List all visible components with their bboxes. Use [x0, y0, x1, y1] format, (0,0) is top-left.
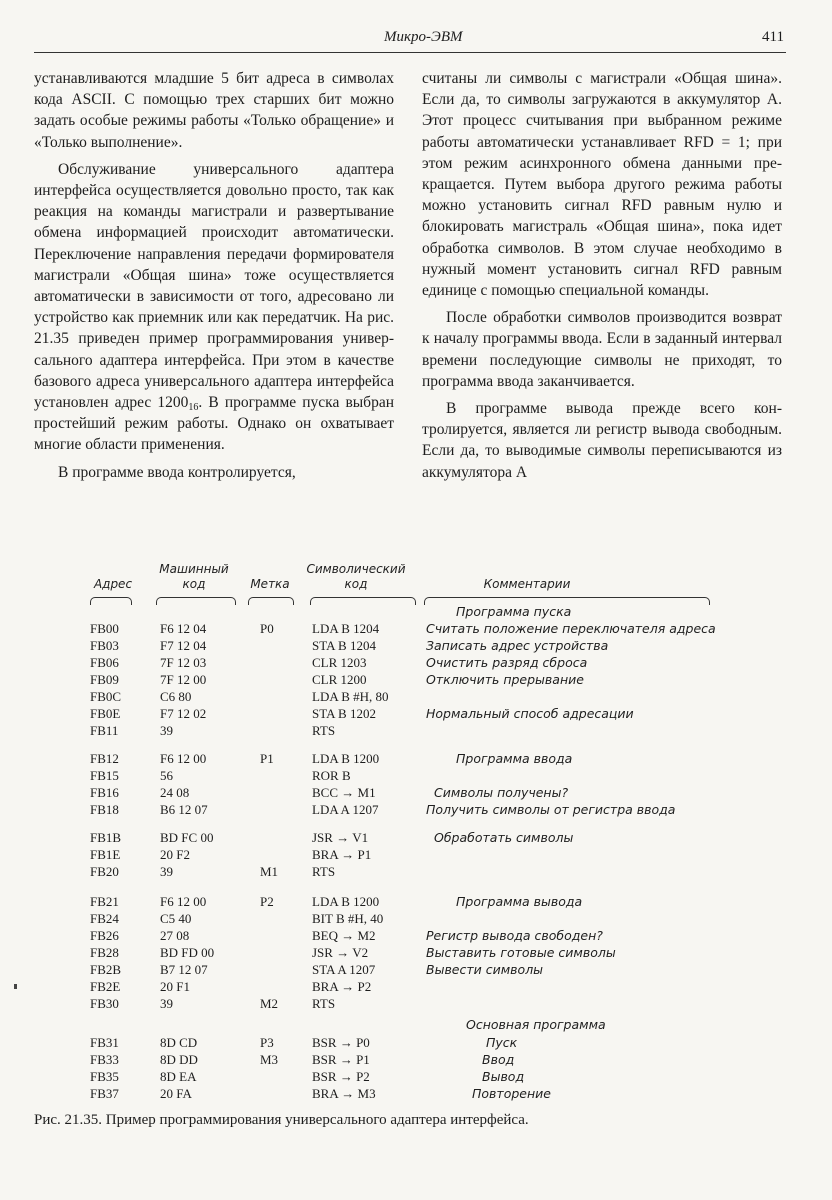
left-paragraph-1: устанавливаются младшие 5 бит адреса в символах кода ASCII. С помощью трех старших бит можно задать особые режимы работы «Только обращение» и «Только выполнение». [34, 70, 394, 151]
listing-row [90, 1085, 790, 1102]
running-title: Микро-ЭВМ [384, 29, 463, 45]
listing-row [90, 654, 790, 671]
page-number: 411 [762, 29, 784, 45]
row-machine-code: 8D EA [160, 1069, 197, 1084]
left-paragraph-3: В программе ввода контролируется, [58, 463, 296, 481]
row-machine-code: C6 80 [160, 689, 192, 704]
row-address: FB30 [90, 996, 119, 1011]
row-symbolic-code: LDA B 1200 [312, 751, 380, 766]
row-address: FB33 [90, 1052, 119, 1067]
row-address: FB2E [90, 979, 121, 994]
row-comment: Вывести символы [426, 962, 544, 977]
row-symbolic-code: ROR B [312, 768, 351, 783]
row-machine-code: 39 [160, 723, 173, 738]
row-symbolic-code: JSR → V2 [312, 945, 369, 960]
row-machine-code: F6 12 00 [160, 894, 207, 909]
row-address: FB1E [90, 847, 121, 862]
listing-row [90, 944, 790, 961]
row-comment: Программа пуска [456, 604, 572, 619]
row-address: FB21 [90, 894, 119, 909]
row-address: FB0C [90, 689, 122, 704]
row-machine-code: BD FC 00 [160, 830, 214, 845]
listing-row [90, 1051, 790, 1068]
row-comment: Отключить прерывание [426, 672, 584, 687]
row-address: FB06 [90, 655, 119, 670]
row-label: M3 [260, 1052, 279, 1067]
left-column [34, 68, 394, 489]
row-address: FB2B [90, 962, 122, 977]
header-machine-code-line2: код [182, 577, 206, 591]
row-machine-code: 20 F1 [160, 979, 190, 994]
header-comments: Комментарии [483, 577, 571, 591]
listing-row [90, 961, 790, 978]
row-comment: Ввод [482, 1052, 515, 1067]
listing-row [90, 784, 790, 801]
row-comment: Выставить готовые символы [426, 945, 616, 960]
row-comment: Программа ввода [456, 751, 573, 766]
row-comment: Записать адрес устройства [426, 638, 609, 653]
header-machine-code-line1: Машинный [159, 562, 229, 576]
row-machine-code: F6 12 04 [160, 621, 207, 636]
row-comment: Очистить разряд сброса [426, 655, 588, 670]
row-machine-code: F7 12 04 [160, 638, 207, 653]
row-machine-code: 7F 12 00 [160, 672, 207, 687]
row-address: FB26 [90, 928, 119, 943]
row-symbolic-code: LDA B 1204 [312, 621, 380, 636]
row-symbolic-code: BRA → P2 [312, 979, 372, 994]
row-symbolic-code: RTS [312, 723, 336, 738]
row-address: FB18 [90, 802, 119, 817]
row-symbolic-code: LDA B #H, 80 [312, 689, 389, 704]
row-symbolic-code: CLR 1200 [312, 672, 367, 687]
row-comment: Основная программа [466, 1017, 606, 1032]
listing-row [90, 1016, 790, 1033]
row-symbolic-code: STA B 1202 [312, 706, 376, 721]
row-symbolic-code: RTS [312, 996, 336, 1011]
left-paragraph-2-tail: . В программе пуска выбран простейший режим работы. Однако он охватывает многие области применения. [34, 394, 394, 454]
listing-row [90, 1068, 790, 1085]
row-address: FB0E [90, 706, 121, 721]
row-machine-code: 20 FA [160, 1086, 192, 1101]
row-comment: Пуск [486, 1035, 518, 1050]
row-symbolic-code: BSR → P0 [312, 1035, 370, 1050]
header-address: Адрес [93, 577, 133, 591]
right-paragraph-3: В программе вывода прежде всего контролируется, является ли регистр вывода свободным. Если да, то выводимые символы переписываются из аккумулятора A [422, 400, 782, 481]
row-address: FB09 [90, 672, 119, 687]
base-subscript: 16 [188, 402, 199, 414]
row-symbolic-code: JSR → V1 [312, 830, 369, 845]
right-paragraph-1: считаны ли символы с магистрали «Общая шина». Если да, то символы загружаются в аккумулятор A. Этот процесс считывания при выбранном режиме работы автоматически устанавливает RFD = 1; при этом режим асинхронного обмена данными прекращается. Путем выбора другого режима работы можно установить сигнал RFD равным нулю и блокировать магистраль «Общая шина», пока идет обработка символов. В этом случае необходимо в нужный момент установить сигнал RFD равным единице с помощью специальной команды. [422, 70, 782, 300]
row-address: FB35 [90, 1069, 119, 1084]
row-machine-code: 8D CD [160, 1035, 198, 1050]
row-comment: Обработать символы [434, 830, 574, 845]
row-comment: Нормальный способ адресации [426, 706, 634, 721]
row-machine-code: 27 08 [160, 928, 190, 943]
row-label: M2 [260, 996, 279, 1011]
listing-row [90, 995, 790, 1012]
row-machine-code: 56 [160, 768, 173, 783]
listing-row [90, 688, 790, 705]
listing-row [90, 927, 790, 944]
listing-row [90, 620, 790, 637]
row-symbolic-code: BRA → M3 [312, 1086, 376, 1101]
row-address: FB24 [90, 911, 119, 926]
row-symbolic-code: BSR → P1 [312, 1052, 370, 1067]
row-address: FB16 [90, 785, 119, 800]
row-machine-code: C5 40 [160, 911, 192, 926]
row-machine-code: 39 [160, 864, 173, 879]
row-comment: Программа вывода [456, 894, 583, 909]
row-comment: Повторение [472, 1086, 551, 1101]
row-label: P2 [260, 894, 274, 909]
row-label: P3 [260, 1035, 274, 1050]
row-address: FB03 [90, 638, 119, 653]
row-symbolic-code: CLR 1203 [312, 655, 367, 670]
row-machine-code: F6 12 00 [160, 751, 207, 766]
row-symbolic-code: BIT B #H, 40 [312, 911, 384, 926]
row-symbolic-code: STA B 1204 [312, 638, 376, 653]
row-address: FB12 [90, 751, 119, 766]
header-machine-code [152, 562, 236, 592]
listing-row [90, 829, 790, 846]
listing-row [90, 978, 790, 995]
row-symbolic-code: BCC → M1 [312, 785, 376, 800]
listing-row [90, 863, 790, 880]
scan-speck [14, 984, 17, 989]
listing-row [90, 767, 790, 784]
listing-row [90, 801, 790, 818]
header-symbolic-code [302, 562, 410, 592]
listing-row [90, 893, 790, 910]
row-comment: Регистр вывода свободен? [426, 928, 603, 943]
row-machine-code: 24 08 [160, 785, 190, 800]
header-symbolic-code-line1: Символический [306, 562, 406, 576]
left-paragraph-2-text: Обслуживание универсального адаптера интерфейса осуществляется довольно просто, так как реакция на команды магистрали и развертывание обмена информацией происходит автоматически. Переключение направления передачи формирователя магистрали «Общая шина» тоже осуществляется автоматически в зависимости от того, адресовано ли устройство как приемник или как передатчик. На рис. 21.35 приведен пример программирования универсального адаптера интерфейса. При этом в качестве базового адреса универсального адаптера интерфейса установлен адрес 1200 [34, 160, 394, 412]
row-symbolic-code: RTS [312, 864, 336, 879]
row-machine-code: BD FD 00 [160, 945, 215, 960]
listing-row [90, 1034, 790, 1051]
row-label: P0 [260, 621, 274, 636]
header-label: Метка [250, 577, 290, 591]
listing-row [90, 603, 790, 620]
row-address: FB1B [90, 830, 122, 845]
figure-caption: Рис. 21.35. Пример программирования универсального адаптера интерфейса. [34, 1112, 529, 1128]
row-comment: Получить символы от регистра ввода [426, 802, 676, 817]
row-symbolic-code: LDA B 1200 [312, 894, 380, 909]
row-address: FB15 [90, 768, 119, 783]
page-header [34, 26, 786, 53]
row-machine-code: 39 [160, 996, 173, 1011]
left-paragraph-2 [34, 159, 394, 456]
listing-row [90, 750, 790, 767]
row-address: FB28 [90, 945, 119, 960]
row-symbolic-code: STA A 1207 [312, 962, 376, 977]
row-machine-code: 20 F2 [160, 847, 190, 862]
row-symbolic-code: LDA A 1207 [312, 802, 379, 817]
listing-row [90, 846, 790, 863]
listing-row [90, 722, 790, 739]
row-comment: Считать положение переключателя адреса [426, 621, 716, 636]
listing-row [90, 671, 790, 688]
row-address: FB31 [90, 1035, 119, 1050]
program-listing [90, 556, 790, 1101]
header-symbolic-code-line2: код [344, 577, 368, 591]
row-address: FB37 [90, 1086, 119, 1101]
row-symbolic-code: BRA → P1 [312, 847, 372, 862]
listing-row [90, 705, 790, 722]
row-address: FB00 [90, 621, 119, 636]
row-address: FB20 [90, 864, 119, 879]
row-comment: Вывод [482, 1069, 525, 1084]
row-label: M1 [260, 864, 279, 879]
listing-row [90, 637, 790, 654]
row-machine-code: F7 12 02 [160, 706, 207, 721]
row-machine-code: B6 12 07 [160, 802, 208, 817]
row-machine-code: B7 12 07 [160, 962, 208, 977]
listing-row [90, 910, 790, 927]
row-comment: Символы получены? [434, 785, 569, 800]
right-paragraph-2: После обработки символов производится возврат к началу программы ввода. Если в заданный интервал времени последующие символы не приходят, то программа ввода заканчивается. [422, 309, 782, 390]
row-symbolic-code: BEQ → M2 [312, 928, 376, 943]
row-symbolic-code: BSR → P2 [312, 1069, 370, 1084]
row-machine-code: 8D DD [160, 1052, 198, 1067]
row-machine-code: 7F 12 03 [160, 655, 207, 670]
row-address: FB11 [90, 723, 119, 738]
right-column [422, 68, 782, 489]
row-label: P1 [260, 751, 274, 766]
